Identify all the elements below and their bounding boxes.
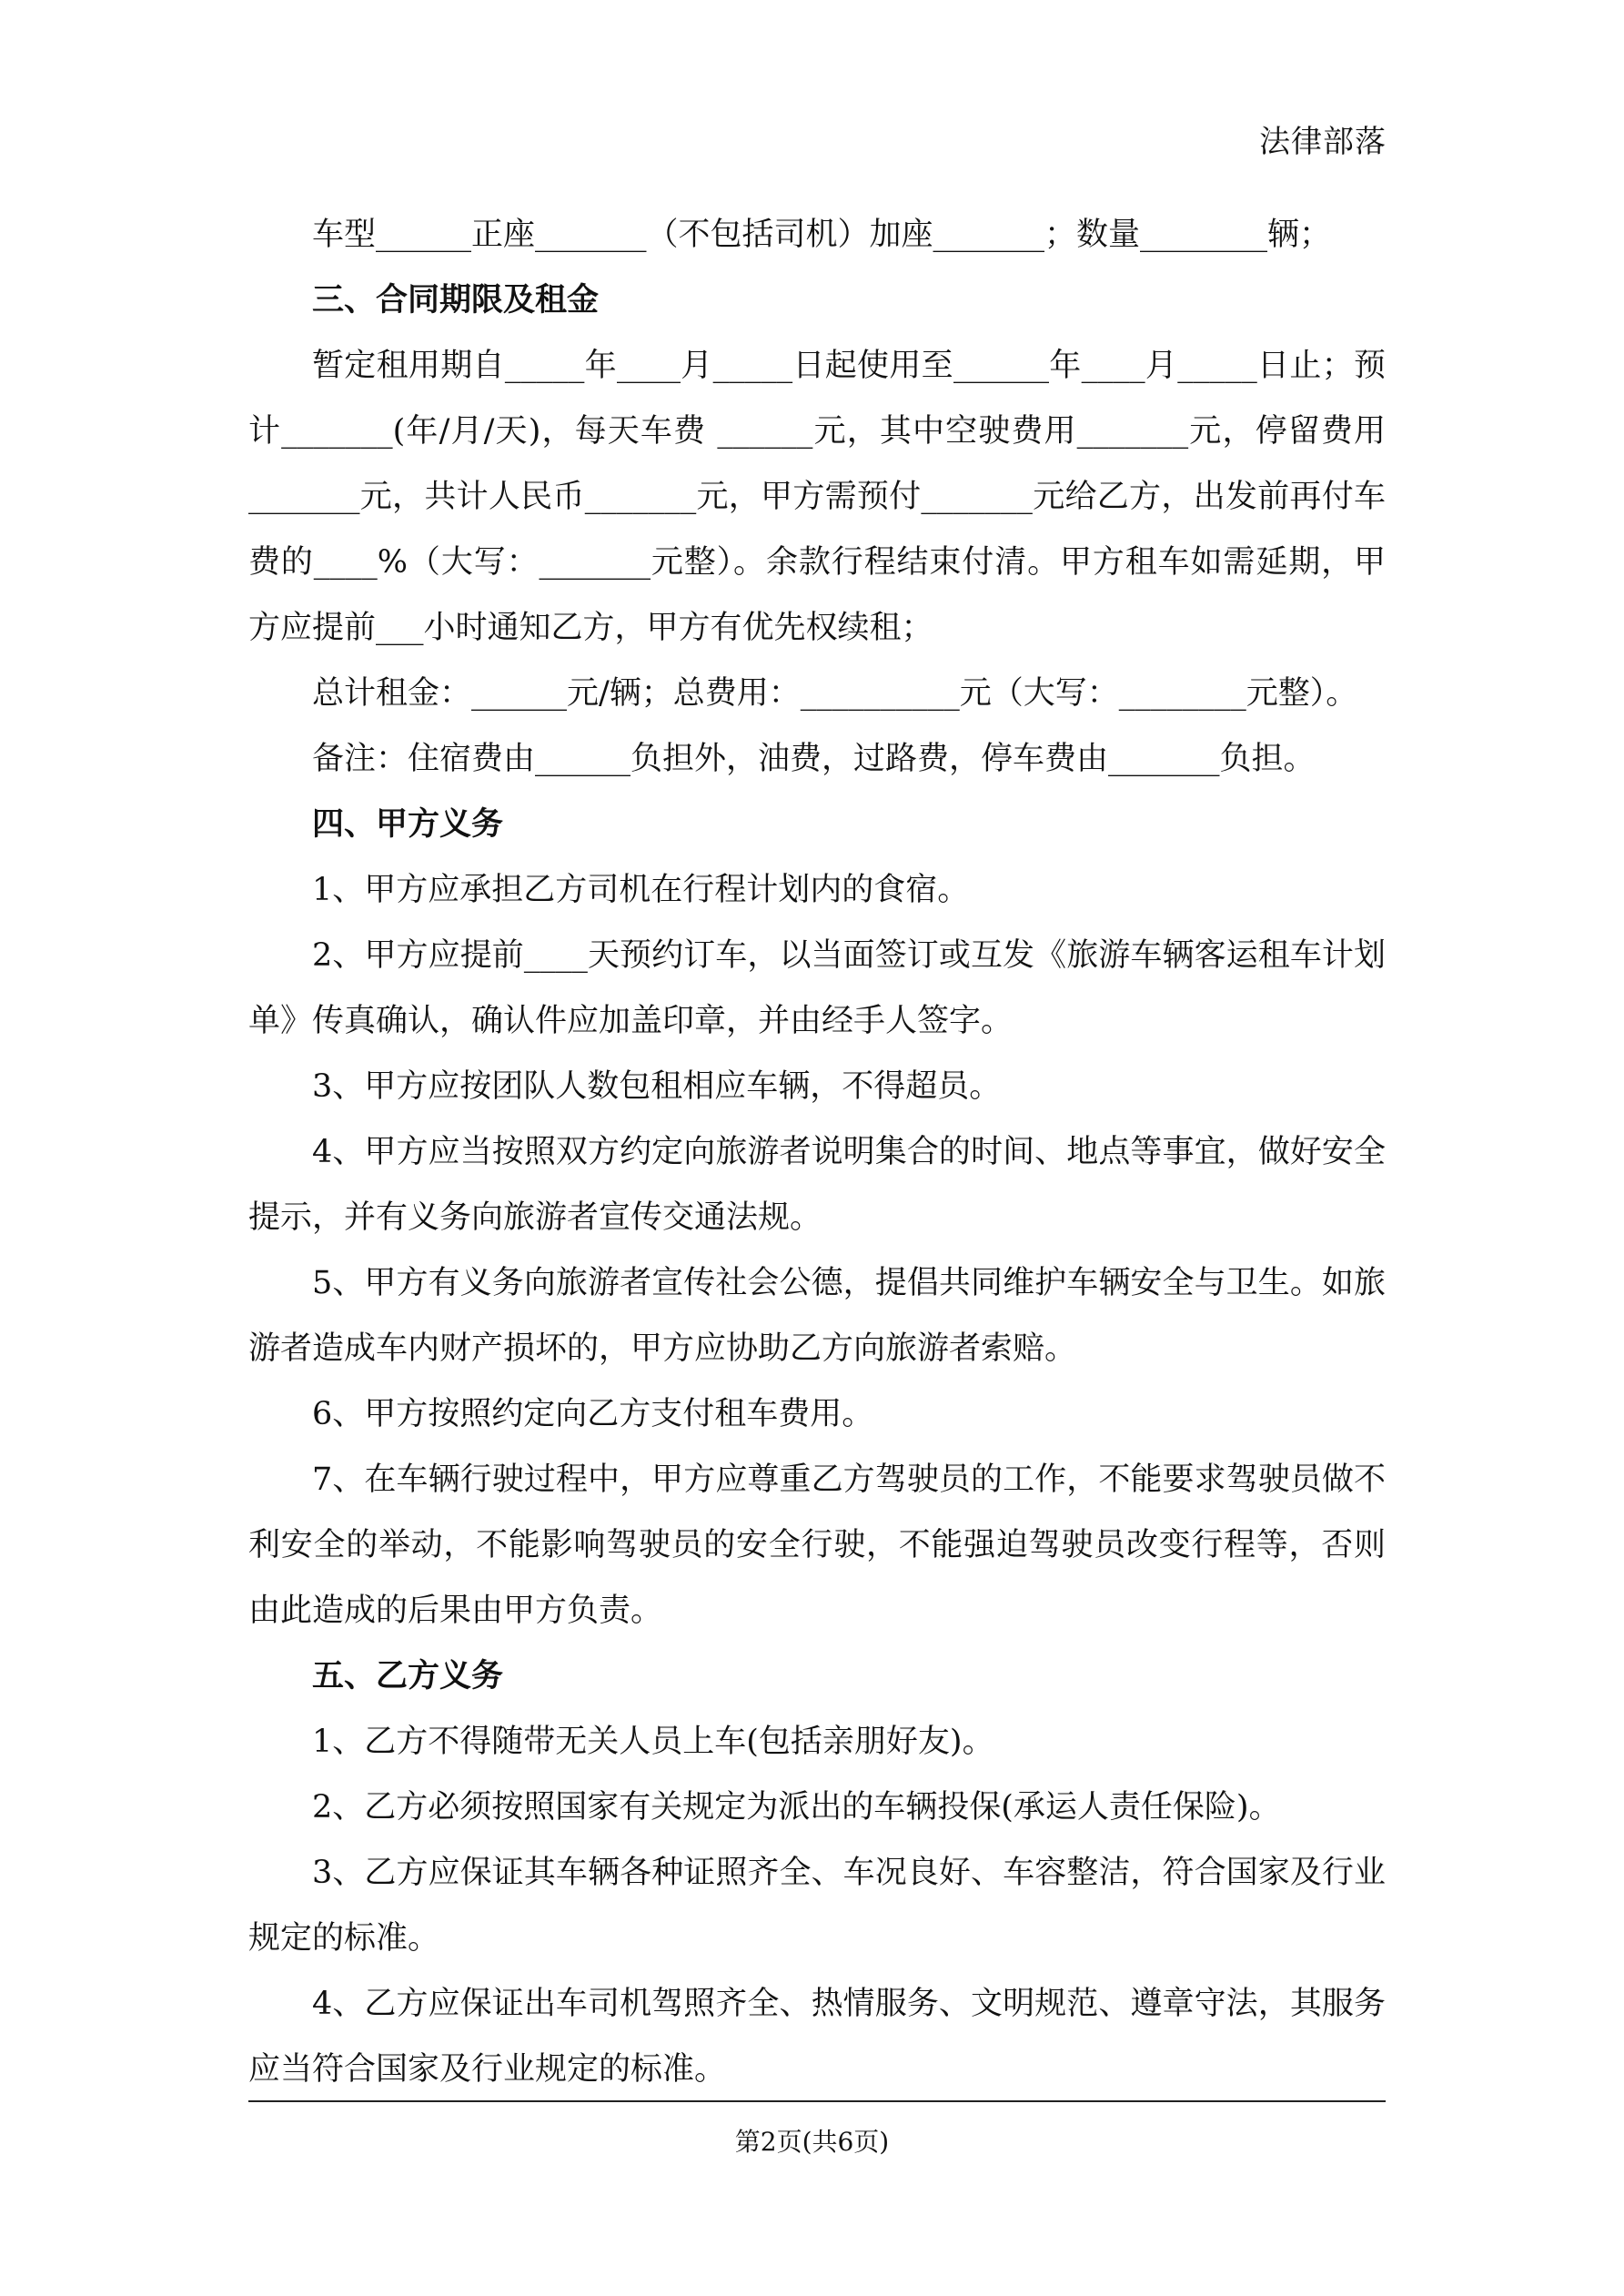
party-a-clause-7: 7、在车辆行驶过程中，甲方应尊重乙方驾驶员的工作，不能要求驾驶员做不利安全的举动，不能影响驾驶员的安全行驶，不能强迫驾驶员改变行程等，否则由此造成的后果由甲方负责。	[248, 1462, 1386, 1629]
footer-divider	[248, 2100, 1386, 2102]
party-a-clause-4: 4、甲方应当按照双方约定向旅游者说明集合的时间、地点等事宜，做好安全提示，并有义务向旅游者宣传交通法规。	[248, 1134, 1386, 1236]
party-a-clause-5: 5、甲方有义务向旅游者宣传社会公德，提倡共同维护车辆安全与卫生。如旅游者造成车内财产损坏的，甲方应协助乙方向旅游者索赔。	[248, 1265, 1386, 1367]
party-a-clause-1: 1、甲方应承担乙方司机在行程计划内的食宿。	[312, 872, 970, 908]
party-b-clause-2: 2、乙方必须按照国家有关规定为派出的车辆投保(承运人责任保险)。	[312, 1789, 1281, 1826]
party-b-clause-3: 3、乙方应保证其车辆各种证照齐全、车况良好、车容整洁，符合国家及行业规定的标准。	[248, 1855, 1386, 1957]
section-heading-4: 四、甲方义务	[312, 805, 504, 843]
party-b-clause-1: 1、乙方不得随带无关人员上车(包括亲朋好友)。	[312, 1724, 994, 1760]
party-b-clause-4: 4、乙方应保证出车司机驾照齐全、热情服务、文明规范、遵章守法，其服务应当符合国家及行业规定的标准。	[248, 1986, 1386, 2088]
total-rent-line: 总计租金：______元/辆；总费用：__________元（大写：________元整）。	[312, 675, 1358, 712]
remark-line: 备注：住宿费由______负担外，油费，过路费，停车费由_______负担。	[312, 741, 1316, 777]
page-number: 第2页(共6页)	[734, 2127, 890, 2157]
section-heading-3: 三、合同期限及租金	[312, 281, 600, 319]
party-a-clause-6: 6、甲方按照约定向乙方支付租车费用。	[312, 1396, 874, 1432]
section-heading-5: 五、乙方义务	[312, 1657, 504, 1694]
document-body	[248, 202, 1386, 2102]
header-brand: 法律部落	[1259, 124, 1387, 160]
party-a-clause-3: 3、甲方应按团队人数包租相应车辆，不得超员。	[312, 1068, 1002, 1105]
party-a-clause-2: 2、甲方应提前____天预约订车，以当面签订或互发《旅游车辆客运租车计划单》传真确认，确认件应加盖印章，并由经手人签字。	[248, 937, 1386, 1039]
rental-period-paragraph: 暂定租用期自_____年____月_____日起使用至______年____月_____日止；预计_______(年/月/天)，每天车费 ______元，其中空驶费用_______元，停留费用_______元，共计人民币_______元，甲方需预付_______元给乙方，出发前再付车费的____%（大写：_______元整）。余款行程结束付清。甲方租车如需延期，甲方应提前___小时通知乙方，甲方有优先权续租；	[248, 348, 1386, 646]
vehicle-info-line: 车型______正座_______（不包括司机）加座_______；数量________辆；	[312, 217, 1332, 253]
